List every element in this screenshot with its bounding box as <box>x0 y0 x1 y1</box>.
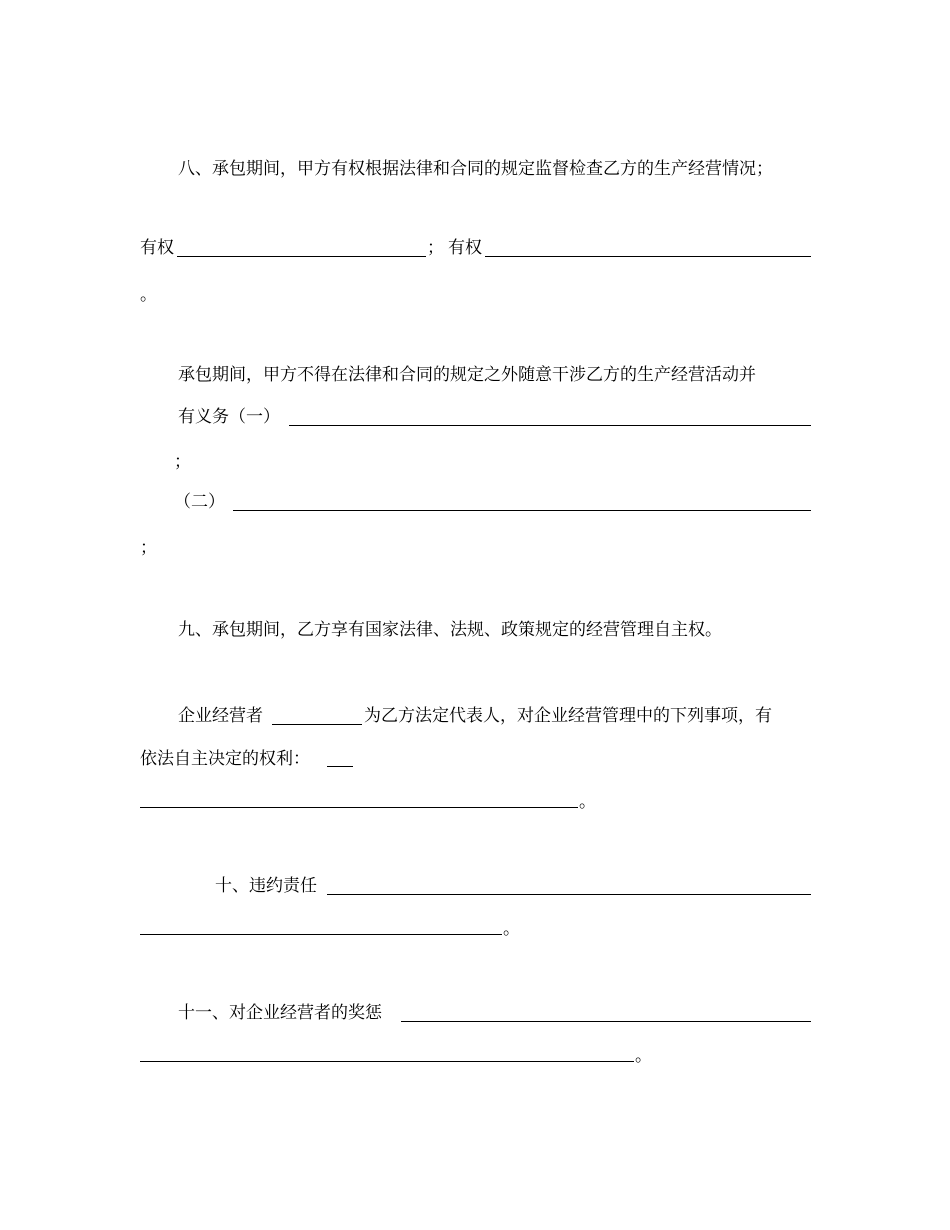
right-blank-1[interactable] <box>177 256 426 257</box>
section-8-paragraph-2: 承包期间，甲方不得在法律和合同的规定之外随意干涉乙方的生产经营活动并 <box>178 365 756 385</box>
obligation-2-blank[interactable] <box>233 510 811 511</box>
section-10-label: 十、违约责任 <box>215 876 317 896</box>
rights-label: 依法自主决定的权利： <box>140 749 310 769</box>
obligation-2-end: ； <box>140 538 157 558</box>
reward-penalty-blank-2[interactable] <box>140 1061 634 1062</box>
section-9-end-mark: 。 <box>579 792 596 812</box>
obligation-2-label: （二） <box>174 492 225 512</box>
right-label-2: 有权 <box>448 238 482 258</box>
operator-name-blank[interactable] <box>272 724 362 725</box>
obligation-1-end: ； <box>174 452 191 472</box>
section-8-end-mark: 。 <box>140 285 157 305</box>
obligation-1-blank[interactable] <box>289 425 811 426</box>
section-8-heading: 八、承包期间，甲方有权根据法律和合同的规定监督检查乙方的生产经营情况； <box>178 159 773 179</box>
section-11-end-mark: 。 <box>635 1046 652 1066</box>
rights-blank-2[interactable] <box>140 807 578 808</box>
liability-blank-2[interactable] <box>140 934 502 935</box>
operator-label: 企业经营者 <box>178 706 263 726</box>
obligation-1-label: 有义务（一） <box>178 407 280 427</box>
reward-penalty-blank-1[interactable] <box>401 1021 811 1022</box>
separator: ； <box>427 238 444 258</box>
right-label-1: 有权 <box>140 238 174 258</box>
rights-blank-1[interactable] <box>327 766 353 767</box>
right-blank-2[interactable] <box>485 256 811 257</box>
liability-blank-1[interactable] <box>327 894 811 895</box>
section-11-label: 十一、对企业经营者的奖惩 <box>178 1003 382 1023</box>
section-10-end-mark: 。 <box>503 919 520 939</box>
section-9-heading: 九、承包期间，乙方享有国家法律、法规、政策规定的经营管理自主权。 <box>178 620 722 640</box>
operator-clause: 为乙方法定代表人，对企业经营管理中的下列事项，有 <box>364 706 772 726</box>
